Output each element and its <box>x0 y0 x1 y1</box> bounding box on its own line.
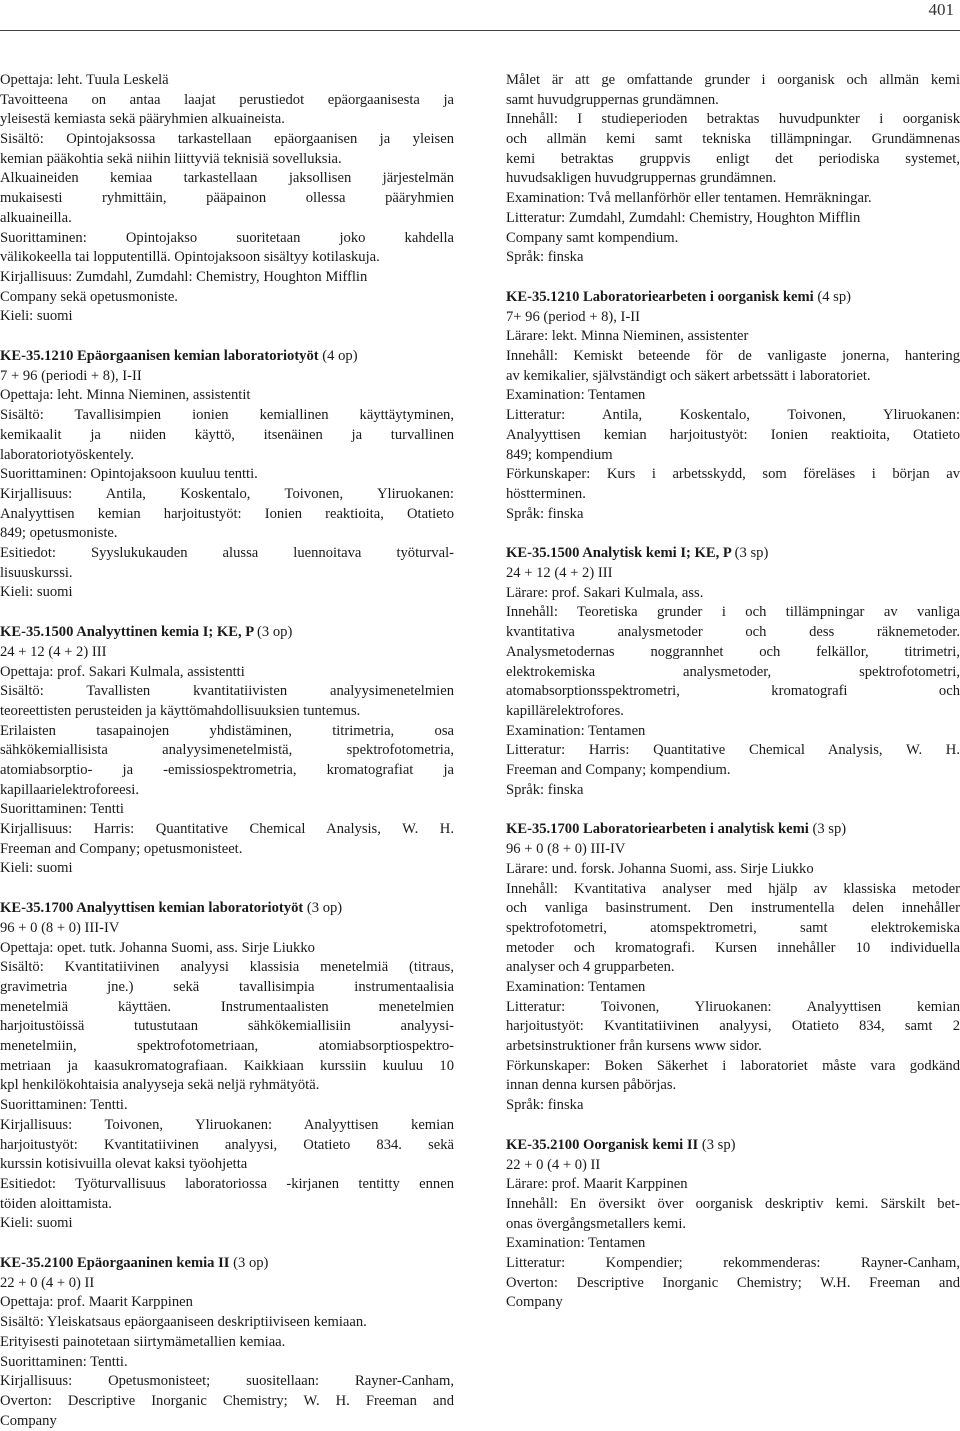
text-line: Kieli: suomi <box>0 584 73 601</box>
section-gap <box>506 800 960 820</box>
course-code: KE-35.1700 <box>0 900 74 917</box>
course-code: KE-35.2100 <box>506 1136 580 1153</box>
course-credits: (4 op) <box>322 348 358 365</box>
text-line: 96 + 0 (8 + 0) III-IV <box>506 841 626 858</box>
text-line: Analysmetodernas noggrannhet och felkällor, titrimetri, <box>506 643 960 660</box>
text-line: och allmän kemi samt tekniska tillämpningar. Grundämnenas <box>506 131 960 148</box>
section-gap <box>0 1234 454 1254</box>
text-line: spektrofotometri, atomspektrometri, samt elektrokemiska <box>506 919 960 936</box>
text-line: Innehåll: Teoretiska grunder i och tillämpningar av vanliga <box>506 604 960 621</box>
text-line: atomiabsorptio- ja -emissiospektrometria, kromatografiat ja <box>0 762 454 778</box>
text-line: kapillärelektrofores. <box>506 702 624 719</box>
text-line: Analyyttisen kemian harjoitustyöt: Ionien reaktioita, Otatieto <box>506 426 960 443</box>
course-heading <box>0 623 454 643</box>
header-rule <box>0 30 960 31</box>
text-line: Overton: Descriptive Inorganic Chemistry; W.H. Freeman and <box>506 1274 960 1291</box>
text-line: Innehåll: Kemiskt beteende för de vanligaste jonerna, hantering <box>506 348 960 365</box>
text-line: Erityisesti painotetaan siirtymämetallien kemiaa. <box>0 1333 286 1350</box>
text-line: och vanliga basinstrument. Den instrumentella delen innehåller <box>506 900 960 917</box>
text-line: Analyyttisen kemian harjoitustyöt: Ionien reaktioita, Otatieto <box>0 505 454 522</box>
text-line: Sisältö: Kvantitatiivinen analyysi klassisia menetelmiä (titraus, <box>0 959 454 976</box>
text-line: metoder och kromatografi. Kursen innehåller 10 individuella <box>506 939 960 956</box>
text-line: Suorittaminen: Opintojakso suoritetaan joko kahdella <box>0 229 454 246</box>
text-line: Innehåll: Kvantitativa analyser med hjälp av klassiska metoder <box>506 880 960 897</box>
text-line: 7 + 96 (periodi + 8), I-II <box>0 367 142 384</box>
course-credits: (3 op) <box>306 900 343 917</box>
text-line: Sisältö: Yleiskatsaus epäorgaaniseen deskriptiiviseen kemiaan. <box>0 1314 367 1331</box>
text-line: laboratoriotyöskentely. <box>0 446 135 463</box>
text-line: onas övergångsmetallers kemi. <box>506 1215 687 1232</box>
right-column-swedish <box>506 71 960 1313</box>
text-line: mukaisesti ryhmittäin, pääpainon ollessa pääryhmien <box>0 190 454 207</box>
text-line: 849; opetusmoniste. <box>0 525 118 542</box>
text-line: 96 + 0 (8 + 0) III-IV <box>0 919 120 936</box>
text-line: innan denna kursen påbörjas. <box>506 1077 677 1094</box>
course-heading <box>0 899 454 919</box>
text-line: kurssin kotisivuilla olevat kaksi työohjetta <box>0 1156 248 1173</box>
course-credits: (3 op) <box>233 1255 269 1271</box>
text-line: Förkunskaper: Boken Säkerhet i laboratoriet måste vara godkänd <box>506 1057 960 1074</box>
text-line: Litteratur: Toivonen, Yliruokanen: Analyyttisen kemian <box>506 998 960 1015</box>
text-line: Examination: Tentamen <box>506 978 646 995</box>
course-credits: (3 sp) <box>701 1136 736 1153</box>
text-line: Kieli: suomi <box>0 1215 73 1232</box>
text-line: 849; kompendium <box>506 446 613 463</box>
course-credits: (3 sp) <box>812 821 847 838</box>
course-code: KE-35.1210 <box>0 348 74 365</box>
text-line: Språk: finska <box>506 505 584 522</box>
text-line: yleisestä kemiasta sekä pääryhmien alkuaineista. <box>0 111 285 128</box>
text-line: Kirjallisuus: Toivonen, Yliruokanen: Analyyttisen kemian <box>0 1116 454 1133</box>
text-line: analyser och 4 grupparbeten. <box>506 959 675 976</box>
text-line: Company <box>0 1412 57 1429</box>
course-title: Oorganisk kemi II <box>583 1136 699 1153</box>
course-credits: (4 sp) <box>817 288 851 305</box>
text-line: kemikaalit ja niiden käyttö, itsenäinen ja turvallinen <box>0 426 454 443</box>
section-gap <box>506 524 960 544</box>
text-line: Suorittaminen: Opintojaksoon kuuluu tentti. <box>0 466 258 483</box>
course-title: Laboratoriearbeten i oorganisk kemi <box>583 288 814 305</box>
text-line: Målet är att ge omfattande grunder i oorganisk och allmän kemi <box>506 72 960 88</box>
section-gap <box>0 327 454 347</box>
text-line: elektrokemiska analysmetoder, spektrofotometri, <box>506 663 960 680</box>
course-block <box>0 623 454 879</box>
text-line: gravimetria jne.) sekä tavallisimpia instrumentaalisia <box>0 978 454 995</box>
text-line: kemi betraktas gruppvis enligt det periodiska systemet, <box>506 150 960 167</box>
text-line: Språk: finska <box>506 249 584 266</box>
text-line: Suorittaminen: Tentti. <box>0 1097 128 1114</box>
course-block <box>0 347 454 603</box>
text-line: Examination: Tentamen <box>506 387 646 404</box>
course-credits: (3 op) <box>257 624 293 641</box>
text-line: Opettaja: prof. Sakari Kulmala, assistentti <box>0 663 245 680</box>
text-line: Opettaja: leht. Minna Nieminen, assistentit <box>0 387 251 404</box>
text-line: sähkökemiallisista analyysimenetelmistä, spektrofotometria, <box>0 742 454 759</box>
course-heading <box>506 544 960 564</box>
section-gap <box>0 603 454 623</box>
text-line: Lärare: und. forsk. Johanna Suomi, ass. Sirje Liukko <box>506 860 814 877</box>
course-heading <box>506 820 960 840</box>
text-line: menetelmiä käyttäen. Instrumentaalisten menetelmien <box>0 998 454 1015</box>
text-line: huvudsakligen huvudgruppernas grundämnen. <box>506 170 777 187</box>
text-line: kapillaarielektroforeesi. <box>0 781 139 798</box>
text-line: Examination: Två mellanförhör eller tentamen. Hemräkningar. <box>506 190 872 207</box>
text-line: arbetsinstruktioner från kursens www sidor. <box>506 1038 762 1055</box>
course-code: KE-35.1210 <box>506 288 580 305</box>
course-title: Epäorgaanisen kemian laboratoriotyöt <box>77 348 319 365</box>
text-line: Erilaisten tasapainojen yhdistäminen, titrimetria, osa <box>0 722 454 739</box>
text-line: Kieli: suomi <box>0 860 73 877</box>
text-line: Kirjallisuus: Zumdahl, Zumdahl: Chemistry, Houghton Mifflin <box>0 268 368 285</box>
page-number: 401 <box>928 0 954 19</box>
text-line: Opettaja: opet. tutk. Johanna Suomi, ass. Sirje Liukko <box>0 939 315 956</box>
text-line: kemian pääkohtia sekä niihin liittyviä teknisiä sovelluksia. <box>0 150 342 167</box>
course-title: Laboratoriearbeten i analytisk kemi <box>583 821 809 838</box>
text-line: Kirjallisuus: Antila, Koskentalo, Toivonen, Yliruokanen: <box>0 485 454 502</box>
text-line: Freeman and Company; kompendium. <box>506 761 731 778</box>
text-line: Lärare: prof. Maarit Karppinen <box>506 1176 688 1193</box>
text-line: Litteratur: Harris: Quantitative Chemical Analysis, W. H. <box>506 742 960 759</box>
section-gap <box>506 1116 960 1136</box>
text-line: Språk: finska <box>506 781 584 798</box>
course-code: KE-35.1500 <box>0 624 74 641</box>
text-line: Suorittaminen: Tentti <box>0 801 124 818</box>
course-block <box>506 288 960 524</box>
text-line: Kirjallisuus: Harris: Quantitative Chemical Analysis, W. H. <box>0 821 454 838</box>
text-line: 24 + 12 (4 + 2) III <box>506 565 613 582</box>
course-block <box>0 899 454 1234</box>
text-line: lisuuskurssi. <box>0 564 73 581</box>
text-line: Opettaja: prof. Maarit Karppinen <box>0 1294 193 1311</box>
text-line: välikokeella tai lopputentillä. Opintojaksoon sisältyy kotilaskuja. <box>0 249 380 266</box>
text-line: Tavoitteena on antaa laajat perustiedot epäorgaanisesta ja <box>0 91 454 108</box>
text-line: 7+ 96 (period + 8), I-II <box>506 308 640 325</box>
left-column-finnish <box>0 71 454 1431</box>
course-heading <box>0 1254 454 1274</box>
text-line: harjoitustyöt: Kvantitatiivinen analyysi, Otatieto 834. sekä <box>0 1136 454 1153</box>
text-line: Sisältö: Tavallisimpien ionien kemiallinen käyttäytyminen, <box>0 407 454 424</box>
text-line: Company samt kompendium. <box>506 229 679 246</box>
text-line: Company <box>506 1294 563 1311</box>
text-line: atomabsorptionsspektrometri, kromatografi och <box>506 683 960 700</box>
course-block <box>506 820 960 1115</box>
text-line: Overton: Descriptive Inorganic Chemistry; W. H. Freeman and <box>0 1392 454 1409</box>
text-line: Litteratur: Zumdahl, Zumdahl: Chemistry, Houghton Mifflin <box>506 209 861 226</box>
text-line: av kemikalier, självständigt och säkert arbetssätt i laboratoriet. <box>506 367 871 384</box>
text-line: Förkunskaper: Kurs i arbetsskydd, som föreläses i början av <box>506 466 960 483</box>
text-line: alkuaineilla. <box>0 209 72 226</box>
text-line: kvantitativa analysmetoder och dess räknemetoder. <box>506 624 960 641</box>
text-line: Esitiedot: Työturvallisuus laboratoriossa -kirjanen tentitty ennen <box>0 1175 454 1192</box>
text-line: harjoitustyöt: Kvantitatiivinen analyysi, Otatieto 834, samt 2 <box>506 1018 960 1035</box>
section-gap <box>0 879 454 899</box>
text-line: samt huvudgruppernas grundämnen. <box>506 91 719 108</box>
text-line: Suorittaminen: Tentti. <box>0 1353 128 1370</box>
course-block <box>506 544 960 800</box>
text-line: kpl henkilökohtaisia analyyseja sekä neljä ryhmätyötä. <box>0 1077 320 1094</box>
course-heading <box>0 347 454 367</box>
course-heading <box>506 1136 960 1156</box>
section-gap <box>506 268 960 288</box>
text-line: Alkuaineiden kemiaa tarkastellaan jaksollisen järjestelmän <box>0 170 454 187</box>
intro-block <box>506 71 960 268</box>
text-line: 22 + 0 (4 + 0) II <box>506 1156 601 1173</box>
course-heading <box>506 288 960 308</box>
course-code: KE-35.2100 <box>0 1255 74 1271</box>
text-line: Innehåll: I studieperioden betraktas huvudpunkter i oorganisk <box>506 111 960 128</box>
text-line: teoreettisten perusteiden ja käyttömahdollisuuksien tuntemus. <box>0 702 361 719</box>
text-line: 22 + 0 (4 + 0) II <box>0 1274 95 1291</box>
text-line: Litteratur: Kompendier; rekommenderas: Rayner-Canham, <box>506 1255 960 1272</box>
text-line: höstterminen. <box>506 485 586 502</box>
course-block <box>506 1136 960 1313</box>
text-line: Sisältö: Opintojaksossa tarkastellaan epäorgaanisen ja yleisen <box>0 131 454 148</box>
text-line: Språk: finska <box>506 1097 584 1114</box>
text-line: Examination: Tentamen <box>506 1235 646 1252</box>
text-line: Lärare: lekt. Minna Nieminen, assistenter <box>506 328 749 345</box>
text-line: metriaan ja kaasukromatografiaan. Kaikkiaan kurssiin kuuluu 10 <box>0 1057 454 1074</box>
text-line: Examination: Tentamen <box>506 722 646 739</box>
course-code: KE-35.1500 <box>506 545 580 562</box>
text-line: töiden aloittamista. <box>0 1195 112 1212</box>
course-title: Analyyttisen kemian laboratoriotyöt <box>76 900 304 917</box>
course-title: Analytisk kemi I; KE, P <box>582 545 732 562</box>
course-block <box>0 1254 454 1431</box>
text-line: harjoitustöissä tutustutaan sähkökemiallisiin analyysi- <box>0 1018 454 1035</box>
text-line: Freeman and Company; opetusmonisteet. <box>0 840 243 857</box>
text-line: Kirjallisuus: Opetusmonisteet; suositellaan: Rayner-Canham, <box>0 1373 454 1390</box>
text-line: Litteratur: Antila, Koskentalo, Toivonen, Yliruokanen: <box>506 407 960 424</box>
text-line: Innehåll: En översikt över oorganisk deskriptiv kemi. Särskilt bet- <box>506 1195 960 1212</box>
course-code: KE-35.1700 <box>506 821 580 838</box>
intro-block <box>0 71 454 327</box>
text-line: Lärare: prof. Sakari Kulmala, ass. <box>506 584 704 601</box>
text-line: Kieli: suomi <box>0 308 73 325</box>
course-credits: (3 sp) <box>734 545 769 562</box>
text-line: 24 + 12 (4 + 2) III <box>0 643 107 660</box>
text-line: menetelmiin, spektrofotometriaan, atomiabsorptiospektro- <box>0 1038 454 1055</box>
course-title: Epäorgaaninen kemia II <box>77 1255 230 1271</box>
text-line: Esitiedot: Syyslukukauden alussa luennoitava työturval- <box>0 545 454 562</box>
text-line: Opettaja: leht. Tuula Leskelä <box>0 72 169 88</box>
course-title: Analyyttinen kemia I; KE, P <box>76 624 254 641</box>
text-line: Company sekä opetusmoniste. <box>0 288 178 305</box>
text-line: Sisältö: Tavallisten kvantitatiivisten analyysimenetelmien <box>0 683 454 700</box>
